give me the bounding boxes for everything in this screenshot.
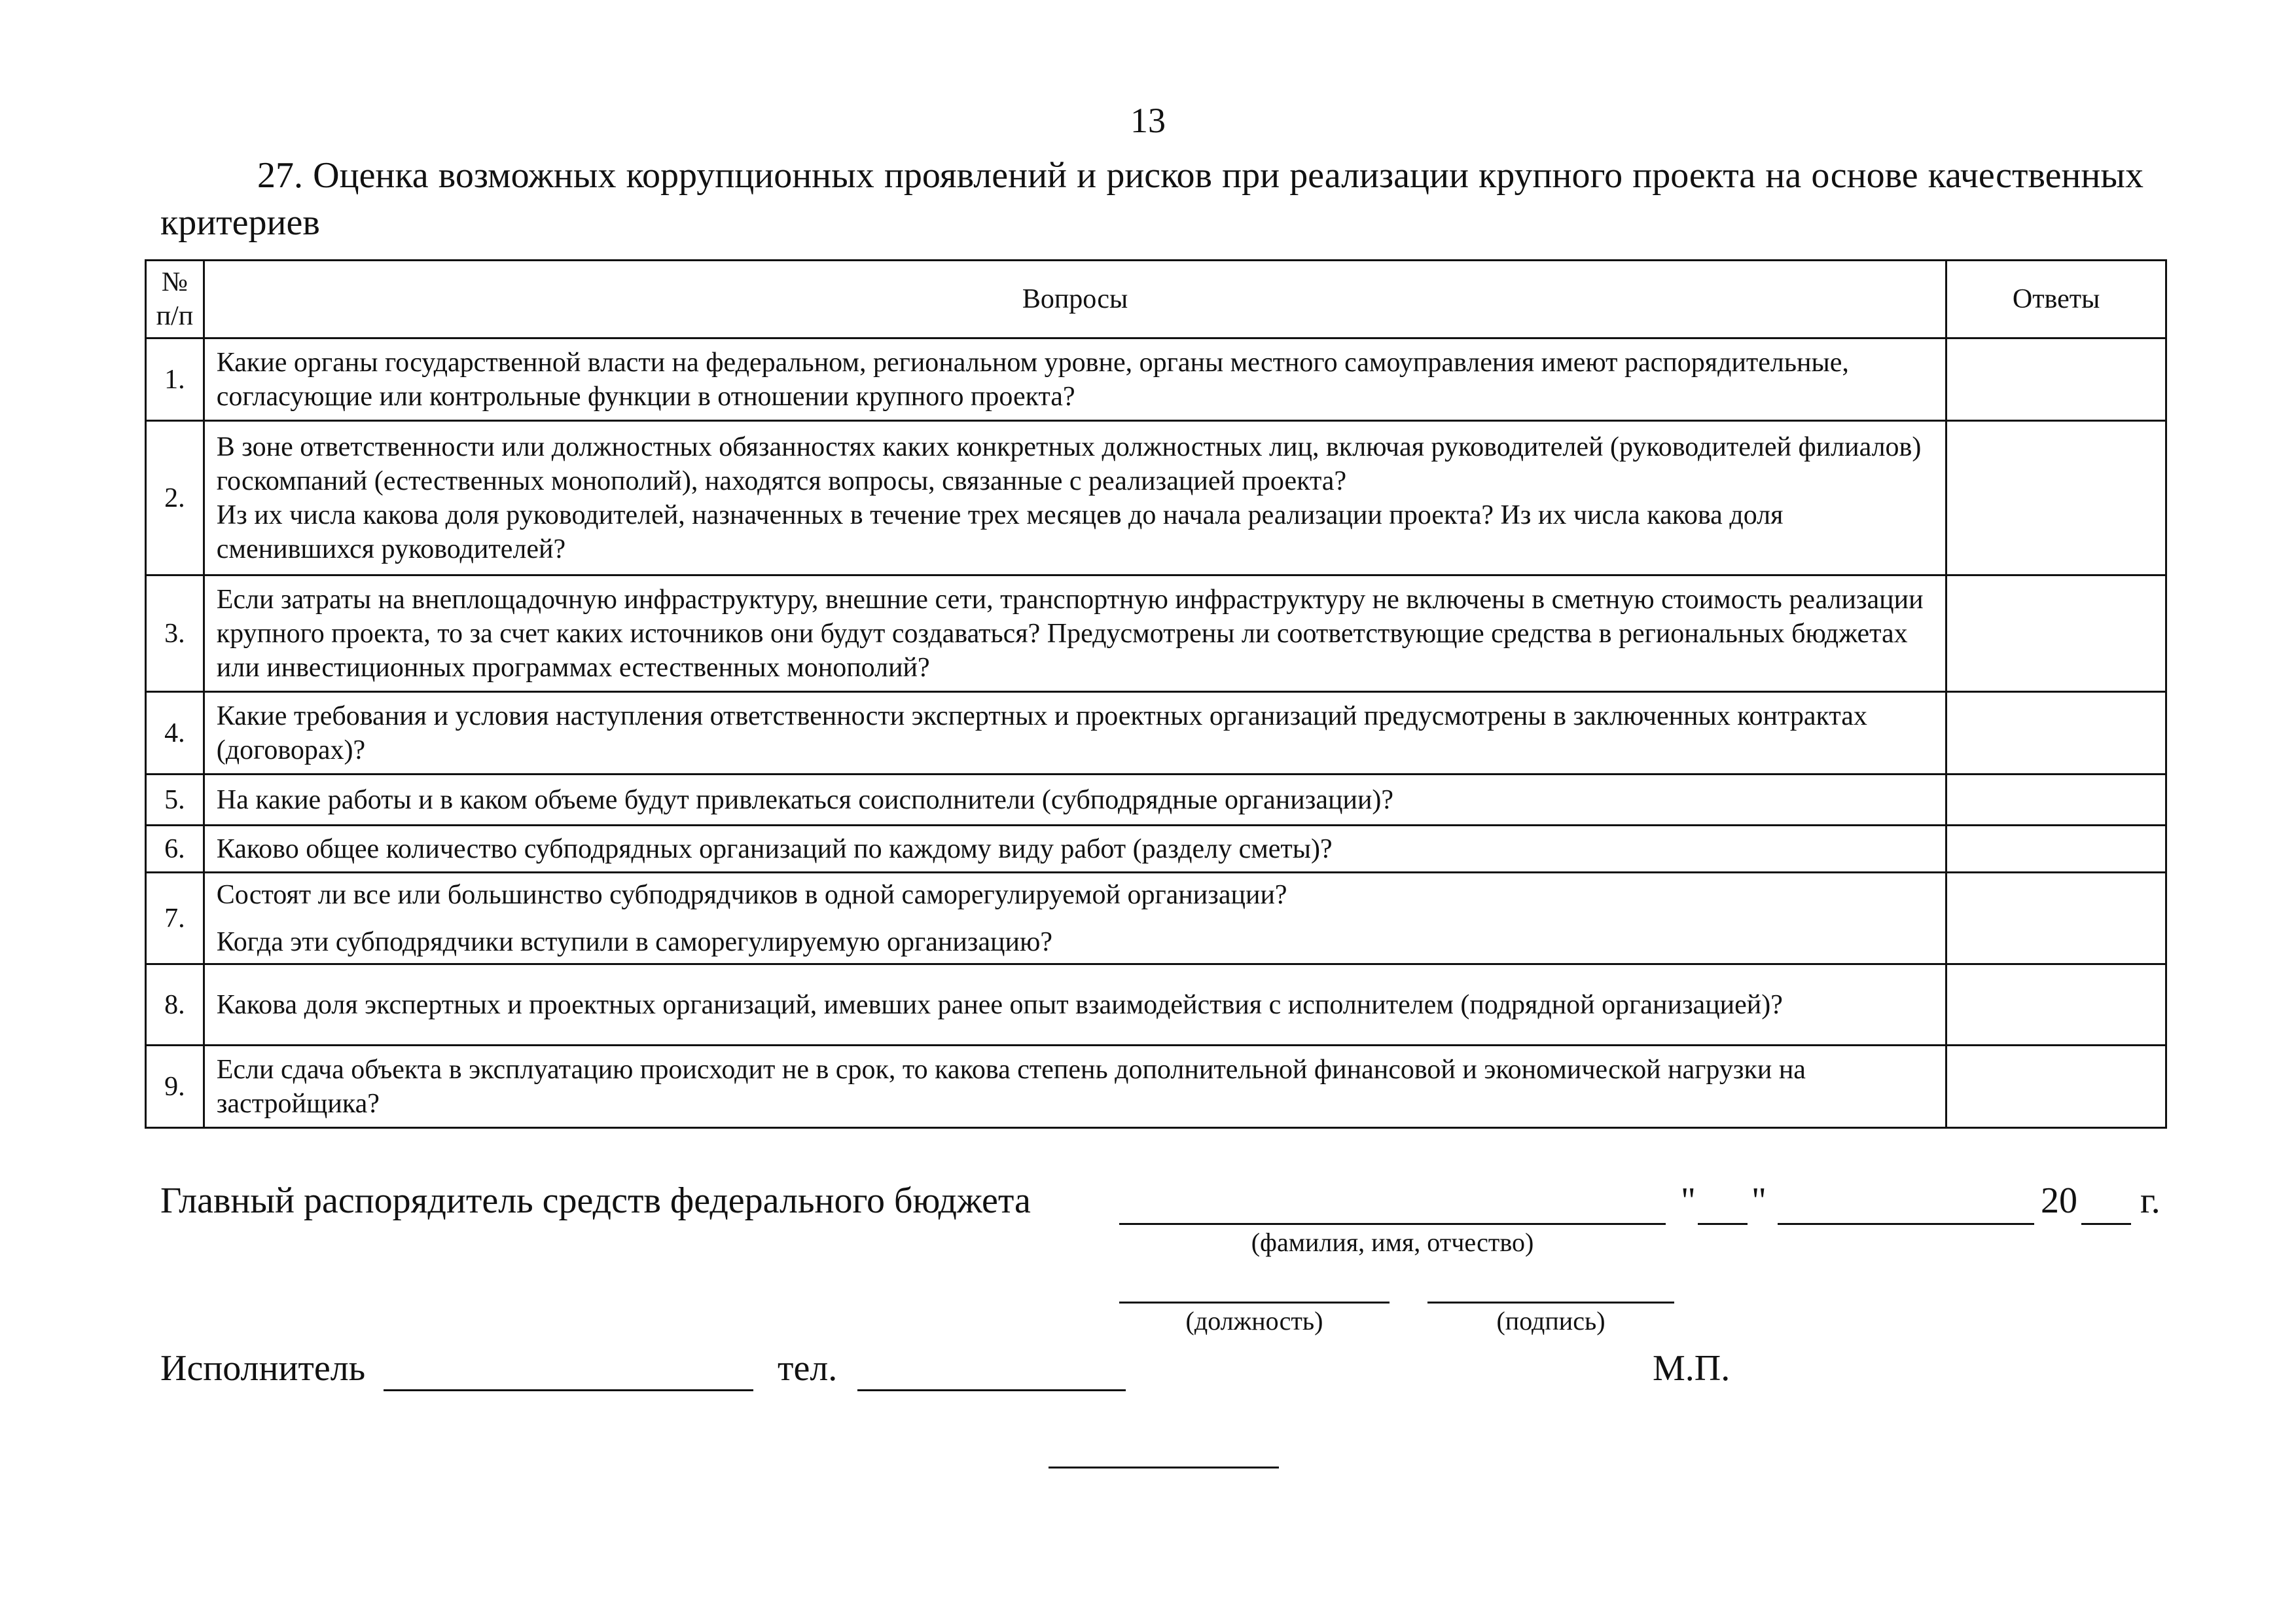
header-questions: Вопросы xyxy=(204,261,1946,338)
row-answer-cell[interactable] xyxy=(1946,964,2166,1046)
row-answer-cell[interactable] xyxy=(1946,873,2166,964)
year-prefix: 20 xyxy=(2041,1180,2077,1221)
row-question xyxy=(204,338,1946,421)
question-text: Какова доля экспертных и проектных организаций, имевших ранее опыт взаимодействия с исполнителем (подрядной организацией)? xyxy=(216,989,1783,1020)
row-answer-cell[interactable] xyxy=(1946,421,2166,575)
row-answer-cell[interactable] xyxy=(1946,338,2166,421)
row-answer-cell[interactable] xyxy=(1946,1046,2166,1128)
row-number: 7. xyxy=(146,873,204,964)
month-line[interactable] xyxy=(1778,1223,2034,1225)
question-text: В зоне ответственности или должностных обязанностях каких конкретных должностных лиц, включая руководителей (руководителей филиалов) госкомпаний (естественных монополий), находятся вопросы, связанные с реализацией проекта? xyxy=(216,431,1922,496)
position-line[interactable] xyxy=(1119,1302,1390,1304)
row-question xyxy=(204,1046,1946,1128)
table-body xyxy=(146,338,2166,1128)
signature-caption: (подпись) xyxy=(1496,1306,1605,1336)
table-row xyxy=(146,338,2166,421)
row-number: 5. xyxy=(146,775,204,826)
position-caption: (должность) xyxy=(1185,1306,1323,1336)
quote-open: " xyxy=(1681,1180,1696,1221)
risk-questions-table xyxy=(145,259,2167,1129)
question-text: Состоят ли все или большинство субподрядчиков в одной саморегулируемой организации? xyxy=(216,879,1287,910)
row-answer-cell[interactable] xyxy=(1946,575,2166,692)
row-question xyxy=(204,873,1946,964)
phone-line[interactable] xyxy=(857,1389,1126,1391)
stamp-label: М.П. xyxy=(1653,1348,1731,1389)
table-row xyxy=(146,964,2166,1046)
fio-line[interactable] xyxy=(1119,1223,1666,1225)
question-text: Какие органы государственной власти на федеральном, региональном уровне, органы местного самоуправления имеют распорядительные, согласующие или контрольные функции в отношении крупного проекта? xyxy=(216,347,1849,412)
year-suffix: г. xyxy=(2140,1180,2161,1221)
executor-label: Исполнитель xyxy=(160,1348,366,1389)
question-text: Если сдача объекта в эксплуатацию происходит не в срок, то какова степень дополнительной финансовой и экономической нагрузки на застройщика? xyxy=(216,1054,1806,1119)
quote-close: " xyxy=(1751,1180,1767,1221)
day-line[interactable] xyxy=(1698,1223,1748,1225)
row-number: 2. xyxy=(146,421,204,575)
fio-caption: (фамилия, имя, отчество) xyxy=(1251,1228,1534,1257)
question-text: Каково общее количество субподрядных организаций по каждому виду работ (разделу сметы)? xyxy=(216,833,1333,864)
row-number: 1. xyxy=(146,338,204,421)
row-answer-cell[interactable] xyxy=(1946,775,2166,826)
row-question xyxy=(204,775,1946,826)
row-answer-cell[interactable] xyxy=(1946,692,2166,775)
end-divider xyxy=(1049,1467,1279,1468)
row-question xyxy=(204,575,1946,692)
manager-label: Главный распорядитель средств федерального бюджета xyxy=(160,1180,1031,1221)
question-text: Какие требования и условия наступления ответственности экспертных и проектных организаций предусмотрены в заключенных контрактах (договорах)? xyxy=(216,701,1867,765)
question-text: На какие работы и в каком объеме будут привлекаться соисполнители (субподрядные организации)? xyxy=(216,784,1394,815)
row-number: 4. xyxy=(146,692,204,775)
signature-line[interactable] xyxy=(1427,1302,1674,1304)
row-answer-cell[interactable] xyxy=(1946,826,2166,873)
question-text: Из их числа какова доля руководителей, назначенных в течение трех месяцев до начала реализации проекта? Из их числа какова доля сменившихся руководителей? xyxy=(216,500,1784,564)
question-text: Если затраты на внеплощадочную инфраструктуру, внешние сети, транспортную инфраструктуру не включены в сметную стоимость реализации крупного проекта, то за счет каких источников они будут создаваться? Предусмотрены ли соответствующие средства в региональных бюджетах или инвестиционных программах естественных монополий? xyxy=(216,584,1924,683)
row-number: 3. xyxy=(146,575,204,692)
table-row xyxy=(146,421,2166,575)
row-number: 6. xyxy=(146,826,204,873)
row-number: 9. xyxy=(146,1046,204,1128)
section-heading: 27. Оценка возможных коррупционных проявлений и рисков при реализации крупного проекта на основе качественных критериев xyxy=(160,155,2144,243)
page-number: 13 xyxy=(1130,101,1166,140)
table-row xyxy=(146,575,2166,692)
row-question xyxy=(204,421,1946,575)
table-row xyxy=(146,692,2166,775)
header-answers: Ответы xyxy=(1946,261,2166,338)
table-header-row xyxy=(146,261,2166,338)
row-question xyxy=(204,826,1946,873)
table-row xyxy=(146,826,2166,873)
year-line[interactable] xyxy=(2081,1223,2131,1225)
table-row xyxy=(146,1046,2166,1128)
header-number: № п/п xyxy=(146,261,204,338)
row-question xyxy=(204,692,1946,775)
row-question xyxy=(204,964,1946,1046)
table-row xyxy=(146,873,2166,964)
table-row xyxy=(146,775,2166,826)
question-text: Когда эти субподрядчики вступили в саморегулируемую организацию? xyxy=(216,926,1053,957)
executor-line[interactable] xyxy=(384,1389,753,1391)
phone-label: тел. xyxy=(778,1348,838,1389)
row-number: 8. xyxy=(146,964,204,1046)
